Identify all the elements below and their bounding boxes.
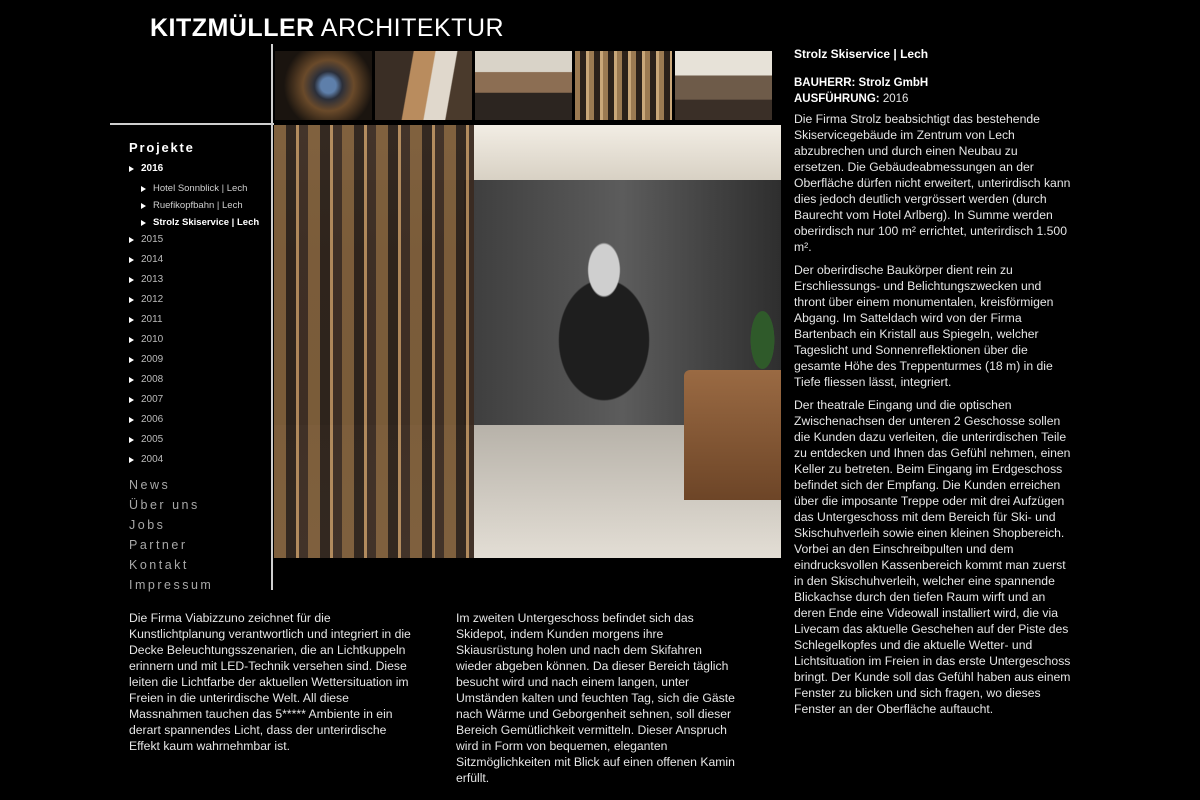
- triangle-right-icon: [129, 317, 134, 323]
- photo-ski-lockers: [274, 125, 474, 558]
- triangle-right-icon: [129, 166, 134, 172]
- nav-year[interactable]: 2012: [129, 293, 269, 313]
- horizontal-divider: [110, 123, 274, 125]
- thumbnail-3[interactable]: [475, 51, 572, 120]
- nav-year[interactable]: 2015: [129, 233, 269, 253]
- triangle-right-icon: [129, 237, 134, 243]
- triangle-right-icon: [129, 397, 134, 403]
- site-logo[interactable]: [150, 14, 504, 43]
- nav-year[interactable]: 2009: [129, 353, 269, 373]
- nav-project-item[interactable]: Hotel Sonnblick | Lech: [129, 182, 269, 199]
- logo-subtitle: ARCHITEKTUR: [320, 14, 505, 42]
- project-paragraph-3: Der theatrale Eingang und die optischen Zwischenachsen der unteren 2 Geschosse sollen die Kunden dazu verleiten, die unterirdischen Teile zu entdecken und Ihnen das Gefühl nehmen, einen Keller zu betreten. Beim Eingang im Erdgeschoss befindet sich der Empfang. Die Kunden erreichen über die imposante Treppe oder mit drei Aufzügen das Untergeschoss mit dem Bereich für Ski- und Skischuhverleih sowie einen kleinen Shopbereich. Vorbei an den Einschreibpulten und dem eindrucksvollen Kassenbereich kommt man zuerst in den Skischuhverleih, welcher eine spannende Blickachse durch den tiefen Raum wirft und an deren Ende eine Videowall installiert wird, die via Livecam das aktuelle Geschehen auf der Piste des Schlegelkopfes und die aktuelle Wetter- und Lichtsituation im Freien in das erste Untergeschoss bringt. Der Kunde soll das Gefühl haben aus einem Fenster zu blicken und sich fragen, wo dieses Fenster an der Oberfläche auftaucht.: [794, 398, 1071, 716]
- triangle-right-icon: [129, 337, 134, 343]
- triangle-right-icon: [129, 277, 134, 283]
- nav-year[interactable]: 2011: [129, 313, 269, 333]
- nav-year[interactable]: 2013: [129, 273, 269, 293]
- project-description: [790, 44, 1075, 724]
- photo-bench: [684, 370, 781, 500]
- thumbnail-5[interactable]: [675, 51, 772, 120]
- sidebar-navigation: [129, 140, 269, 595]
- skidepot-paragraph: Im zweiten Untergeschoss befindet sich das Skidepot, indem Kunden morgens ihre Skiausrüstung holen und nach dem Skifahren wieder abgeben können. Da dieser Bereich täglich besucht wird und nach einem langen, unter Umständen kalten und feuchten Tag, sich die Gäste nach Wärme und Geborgenheit sehnen, soll dieser Bereich Gemütlichkeit vermitteln. Dieser Anspruch wird in Form von bequemen, eleganten Sitzmöglichkeiten mit Blick auf einen offenen Kamin erfüllt.: [456, 611, 735, 785]
- project-paragraph-1: Die Firma Strolz beabsichtigt das bestehende Skiservicegebäude im Zentrum von Lech abzubrechen und durch einen Neubau zu ersetzen. Die Gebäudeabmessungen an der Oberfläche dürfen nicht erweitert, unterirdisch kann dies jedoch deutlich vergrössert werden (durch Baurecht vom Hotel Arlberg). In Summe werden oberirdisch nur 100 m² errichtet, unterirdisch 1.500 m².: [794, 112, 1071, 254]
- triangle-right-icon: [141, 186, 146, 192]
- nav-year[interactable]: 2014: [129, 253, 269, 273]
- project-title: Strolz Skiservice | Lech: [794, 47, 929, 61]
- nav-project-item-active[interactable]: Strolz Skiservice | Lech: [129, 216, 269, 233]
- nav-impressum[interactable]: Impressum: [129, 578, 214, 592]
- nav-kontakt[interactable]: Kontakt: [129, 558, 189, 572]
- thumbnail-2[interactable]: [375, 51, 472, 120]
- project-ausfuehrung: AUSFÜHRUNG: 2016: [794, 93, 909, 105]
- main-links: [129, 475, 269, 595]
- bottom-text-middle: [456, 610, 739, 786]
- photo-plant: [744, 295, 781, 385]
- nav-project-item[interactable]: Ruefikopfbahn | Lech: [129, 199, 269, 216]
- nav-year[interactable]: 2005: [129, 433, 269, 453]
- thumbnail-1[interactable]: [275, 51, 372, 120]
- main-project-image: [274, 125, 781, 558]
- triangle-right-icon: [141, 220, 146, 226]
- thumbnail-4[interactable]: [575, 51, 672, 120]
- triangle-right-icon: [129, 357, 134, 363]
- nav-year[interactable]: 2004: [129, 453, 269, 473]
- nav-year[interactable]: 2008: [129, 373, 269, 393]
- bottom-text-left: [129, 610, 411, 754]
- lighting-paragraph: Die Firma Viabizzuno zeichnet für die Kunstlichtplanung verantwortlich und integriert in die Decke Beleuchtungsszenarien, die an Lichtkuppeln erinnern und mit LED-Technik versehen sind. Diese leiten die Lichtfarbe der aktuellen Wettersituation im Freien in die unterirdische Welt. All diese Massnahmen tauchen das 5***** Ambiente in ein derart spannendes Licht, dass der unterirdische Effekt kaum wahrnehmbar ist.: [129, 611, 411, 753]
- triangle-right-icon: [129, 457, 134, 463]
- triangle-right-icon: [129, 437, 134, 443]
- triangle-right-icon: [129, 377, 134, 383]
- nav-projekte[interactable]: Projekte: [129, 140, 195, 155]
- triangle-right-icon: [141, 203, 146, 209]
- nav-year[interactable]: 2010: [129, 333, 269, 353]
- photo-skier: [514, 220, 694, 420]
- nav-year[interactable]: 2006: [129, 413, 269, 433]
- triangle-right-icon: [129, 257, 134, 263]
- nav-jobs[interactable]: Jobs: [129, 518, 166, 532]
- nav-news[interactable]: News: [129, 478, 171, 492]
- thumbnail-strip: [275, 51, 775, 120]
- project-bauherr: BAUHERR: Strolz GmbH: [794, 77, 929, 89]
- project-paragraph-2: Der oberirdische Baukörper dient rein zu Erschliessungs- und Belichtungszwecken und thront über einem monumentalen, kreisförmigen Abgang. Im Satteldach wird von der Firma Bartenbach ein Kristall aus Spiegeln, welcher Tageslicht und Sonnenreflektionen über die gesamte Höhe des Treppenturmes (18 m) in die Tiefe fliessen lässt, integriert.: [794, 263, 1054, 389]
- logo-name: KITZMÜLLER: [150, 14, 315, 42]
- nav-year[interactable]: 2007: [129, 393, 269, 413]
- vertical-divider: [271, 44, 273, 590]
- triangle-right-icon: [129, 297, 134, 303]
- nav-partner[interactable]: Partner: [129, 538, 188, 552]
- nav-year-current[interactable]: 2016: [129, 162, 269, 182]
- nav-ueber-uns[interactable]: Über uns: [129, 498, 200, 512]
- triangle-right-icon: [129, 417, 134, 423]
